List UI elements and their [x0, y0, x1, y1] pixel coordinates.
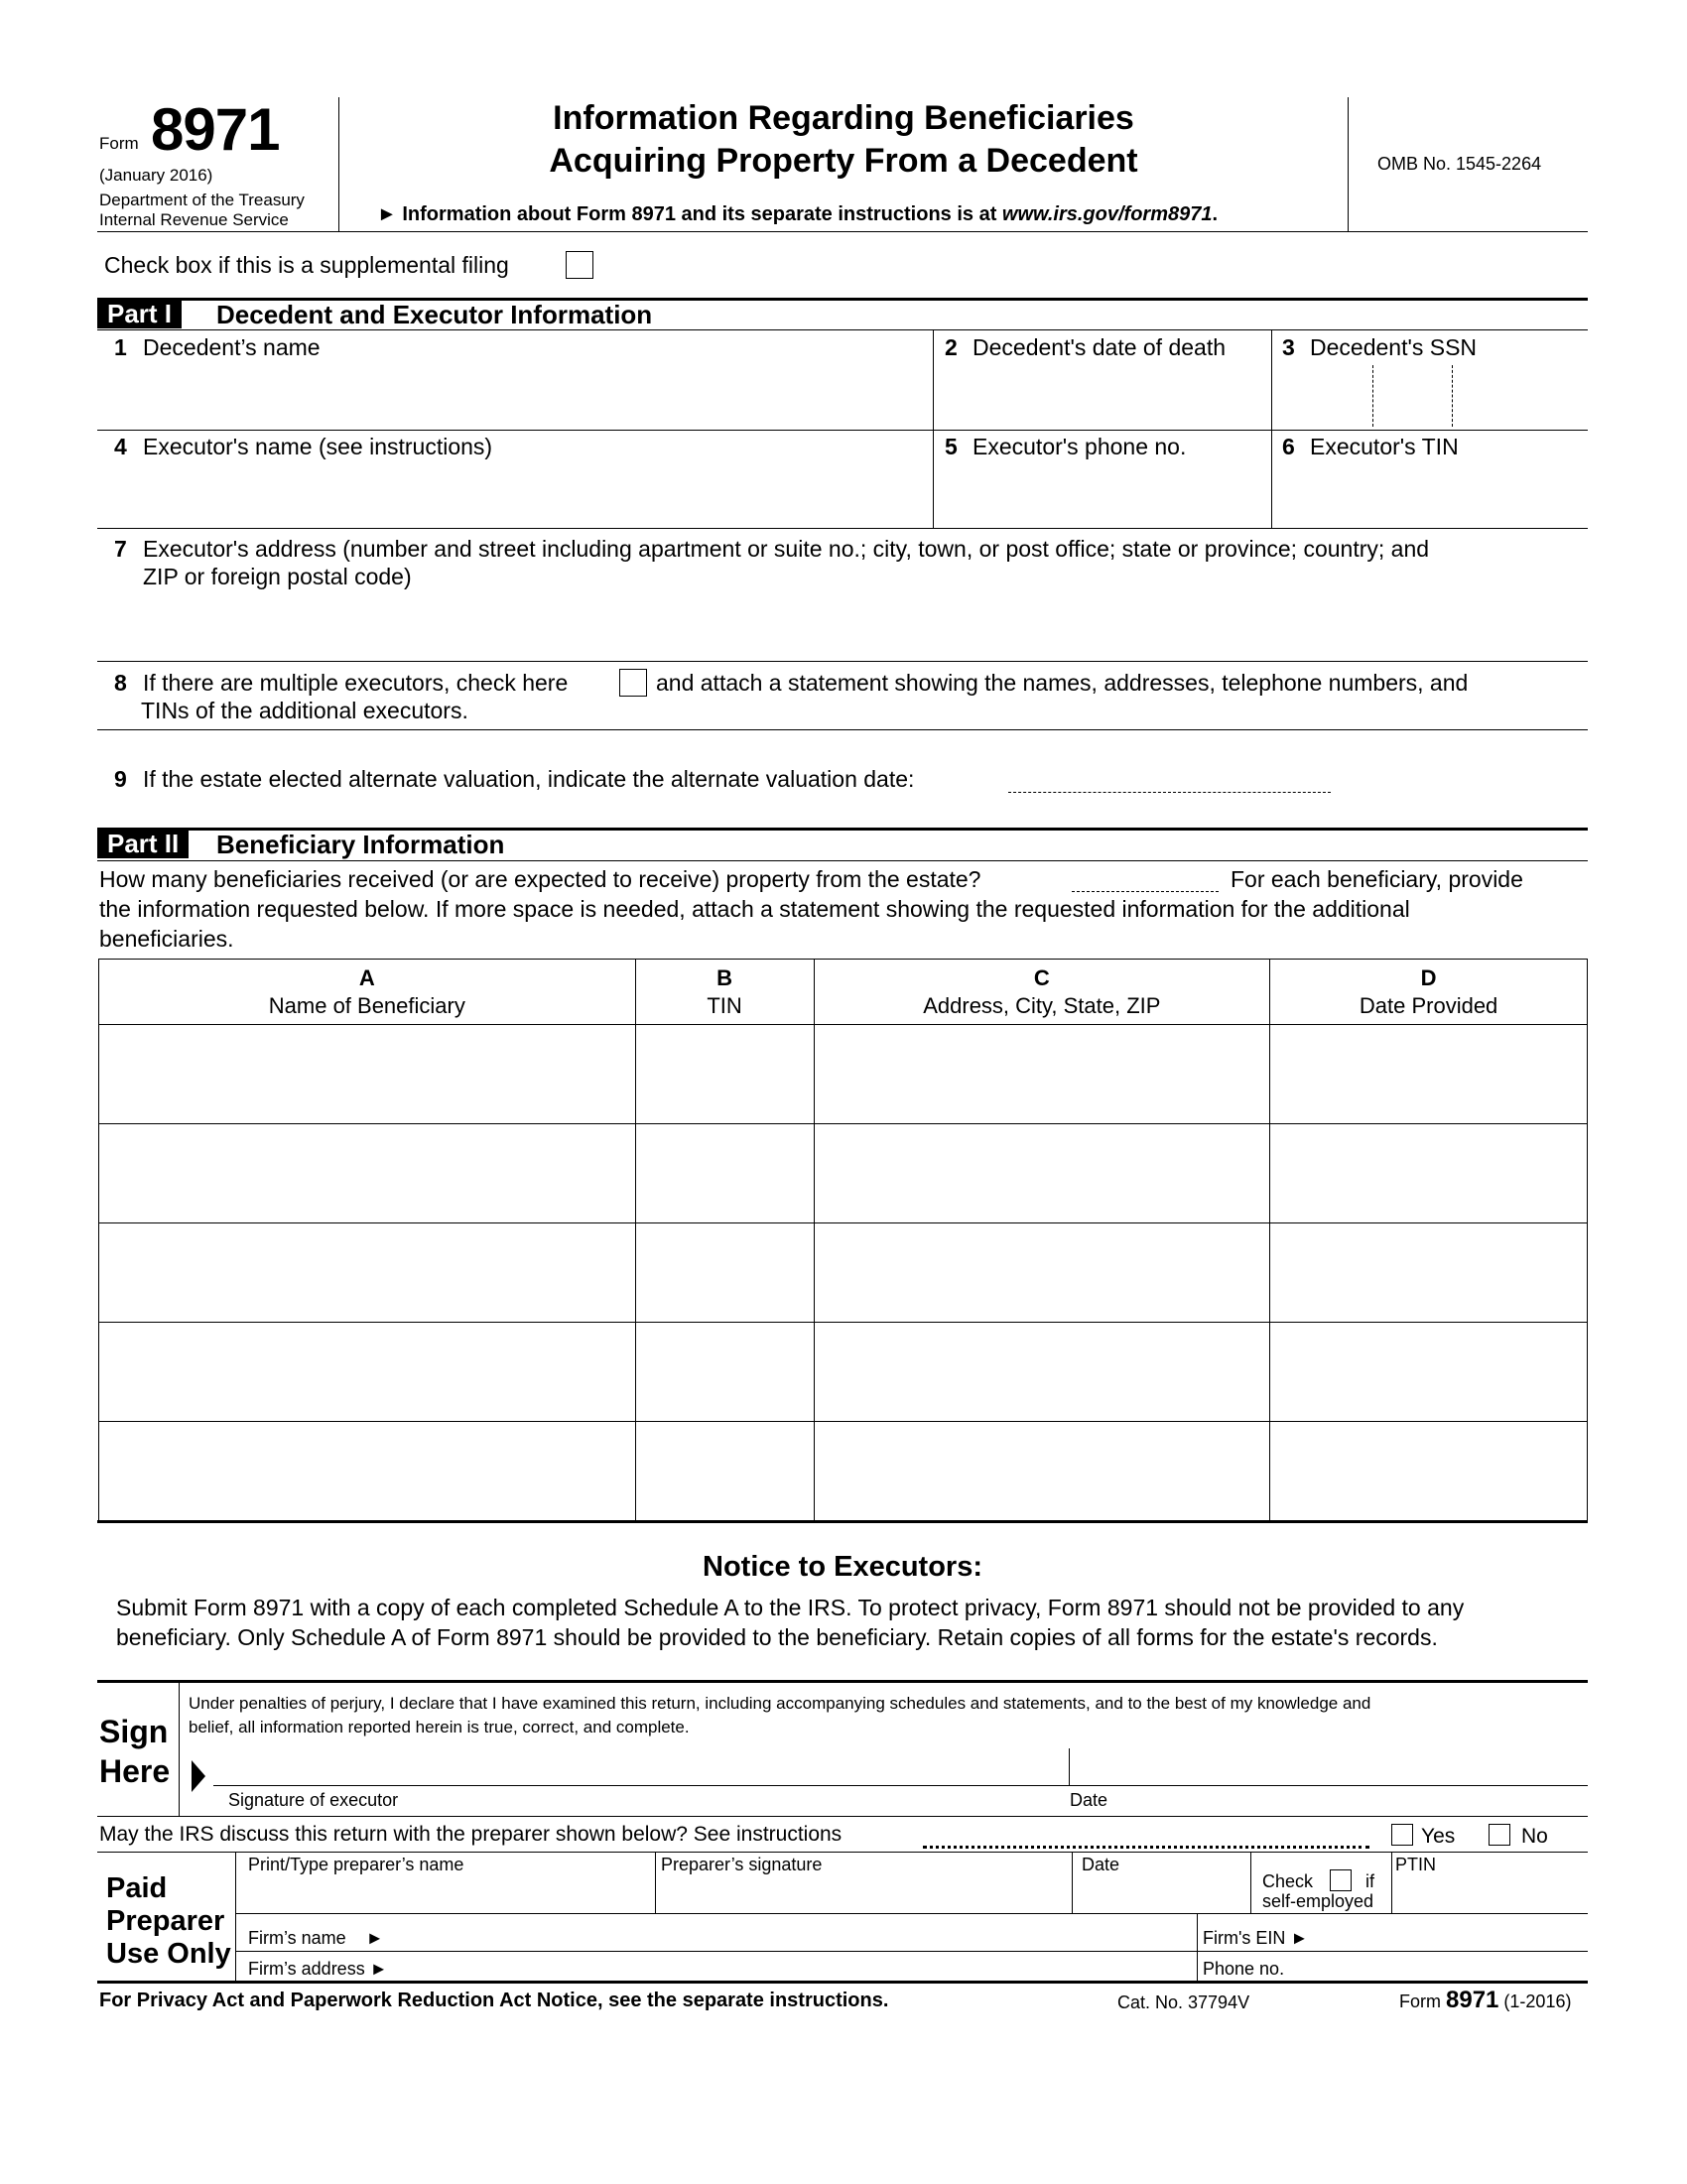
firm-ein-text: Firm's EIN	[1203, 1928, 1286, 1948]
line8-bottom-rule	[97, 729, 1588, 730]
line8-num: 8	[114, 670, 127, 696]
line6-num: 6	[1282, 434, 1295, 459]
catalog-number: Cat. No. 37794V	[1117, 1992, 1250, 2012]
line1-label: Decedent’s name	[143, 334, 321, 360]
line7-label2: ZIP or foreign postal code)	[143, 564, 412, 589]
line7-num: 7	[114, 536, 127, 562]
firm-ein-label	[1203, 1928, 1308, 1949]
executor-signature-field[interactable]	[213, 1748, 1067, 1784]
firm-name-text: Firm’s name	[248, 1928, 346, 1948]
firm-name-label	[248, 1928, 384, 1949]
multiple-executors-checkbox[interactable]	[619, 669, 647, 697]
ssn-separator-1	[1372, 365, 1373, 427]
line2-num: 2	[945, 334, 958, 360]
part2-intro1a: How many beneficiaries received (or are expected to receive) property from the estate?	[99, 866, 981, 892]
firm-name-arrow-icon: ►	[365, 1928, 384, 1948]
beneficiary-name-cell[interactable]	[99, 1124, 636, 1223]
beneficiary-date-cell[interactable]	[1270, 1025, 1588, 1124]
info-suffix: .	[1212, 203, 1219, 225]
part2-tag: Part II	[97, 829, 189, 858]
table-row	[99, 1223, 1588, 1323]
header-bottom-rule	[97, 231, 1588, 232]
preparer-section-divider	[235, 1852, 236, 1981]
line2-divider	[1271, 329, 1272, 528]
firm-address-arrow-icon: ►	[369, 1959, 388, 1979]
footer-form-number: 8971	[1446, 1987, 1499, 2013]
column-d-label: Date Provided	[1359, 992, 1498, 1018]
line3-num: 3	[1282, 334, 1295, 360]
line7-bottom-rule	[97, 661, 1588, 662]
self-employed-label: self-employed	[1262, 1891, 1374, 1911]
beneficiary-tin-cell[interactable]	[635, 1025, 814, 1124]
beneficiary-address-cell[interactable]	[814, 1124, 1270, 1223]
line7-label1: Executor's address (number and street including apartment or suite no.; city, town, or post office; state or province; country; and	[143, 536, 1430, 562]
firm-ein-arrow-icon: ►	[1290, 1928, 1309, 1948]
part1-title-rule	[97, 329, 1588, 330]
beneficiary-name-cell[interactable]	[99, 1223, 636, 1323]
footer-form-id	[1399, 1987, 1571, 2014]
line1-num: 1	[114, 334, 127, 360]
column-b-label: TIN	[707, 992, 742, 1018]
form-date: (January 2016)	[99, 166, 213, 185]
table-bottom-rule	[97, 1520, 1588, 1523]
form-title-line1: Information Regarding Beneficiaries	[553, 99, 1134, 137]
preparer-col-divider-3	[1250, 1852, 1251, 1913]
sign-bottom-rule	[97, 1816, 1588, 1817]
beneficiary-address-cell[interactable]	[814, 1323, 1270, 1422]
ssn-separator-2	[1452, 365, 1453, 427]
preparer-title-3: Use Only	[106, 1938, 231, 1970]
line5-num: 5	[945, 434, 958, 459]
line8-label2: TINs of the additional executors.	[141, 698, 468, 723]
part1-title: Decedent and Executor Information	[216, 300, 653, 329]
self-employed-if-label: if	[1365, 1871, 1374, 1891]
footer-top-rule	[97, 1981, 1588, 1984]
sign-date-label: Date	[1070, 1790, 1108, 1810]
row1-bottom-rule	[97, 430, 1588, 431]
notice-line2: beneficiary. Only Schedule A of Form 8971 should be provided to the beneficiary. Retain copies of all forms for the estate's records.	[116, 1624, 1438, 1650]
firm-address-label	[248, 1959, 388, 1980]
column-a-header	[99, 960, 636, 1025]
beneficiary-date-cell[interactable]	[1270, 1124, 1588, 1223]
discuss-question: May the IRS discuss this return with the preparer shown below? See instructions	[99, 1823, 843, 1846]
self-employed-checkbox[interactable]	[1330, 1869, 1352, 1891]
preparer-date-label: Date	[1082, 1855, 1120, 1874]
line1-divider	[933, 329, 934, 528]
part2-title: Beneficiary Information	[216, 830, 505, 859]
dept-line1: Department of the Treasury	[99, 191, 305, 209]
table-row	[99, 1323, 1588, 1422]
part2-title-rule	[97, 860, 1588, 861]
beneficiary-date-cell[interactable]	[1270, 1223, 1588, 1323]
beneficiary-tin-cell[interactable]	[635, 1124, 814, 1223]
beneficiary-tin-cell[interactable]	[635, 1223, 814, 1323]
preparer-name-label: Print/Type preparer’s name	[248, 1855, 464, 1874]
preparer-top-rule	[97, 1852, 1588, 1853]
line9-label: If the estate elected alternate valuation, indicate the alternate valuation date:	[143, 766, 915, 792]
firm-col-divider	[1197, 1913, 1198, 1981]
signature-label: Signature of executor	[228, 1790, 399, 1810]
line4-num: 4	[114, 434, 127, 459]
line4-label: Executor's name (see instructions)	[143, 434, 493, 459]
info-prefix: ► Information about Form 8971 and its separate instructions is at	[377, 203, 1002, 225]
irs-url-link[interactable]: www.irs.gov/form8971	[1001, 203, 1213, 225]
perjury-line1: Under penalties of perjury, I declare that I have examined this return, including accompanying schedules and statements, and to the best of my knowledge and	[189, 1694, 1371, 1713]
column-c-letter: C	[1033, 964, 1050, 990]
beneficiary-name-cell[interactable]	[99, 1323, 636, 1422]
beneficiary-tin-cell[interactable]	[635, 1323, 814, 1422]
form-word: Form	[99, 134, 139, 153]
sign-top-rule	[97, 1680, 1588, 1683]
header-divider-left	[338, 97, 339, 231]
discuss-yes-label: Yes	[1421, 1825, 1456, 1848]
sign-section-divider	[179, 1680, 180, 1816]
part2-intro1b: For each beneficiary, provide	[1231, 866, 1523, 892]
beneficiary-date-cell[interactable]	[1270, 1422, 1588, 1521]
preparer-title-1: Paid	[106, 1872, 168, 1904]
form-number: 8971	[151, 96, 280, 163]
discuss-no-label: No	[1521, 1825, 1548, 1848]
line2-label: Decedent's date of death	[973, 334, 1227, 360]
preparer-row2-rule	[235, 1951, 1588, 1952]
discuss-no-checkbox[interactable]	[1489, 1824, 1510, 1846]
column-a-letter: A	[358, 964, 375, 990]
sign-date-divider	[1069, 1748, 1070, 1785]
sign-arrow-icon	[190, 1758, 209, 1794]
omb-number: OMB No. 1545-2264	[1377, 154, 1542, 174]
beneficiary-address-cell[interactable]	[814, 1223, 1270, 1323]
sign-title-1: Sign	[99, 1714, 169, 1749]
signature-line	[213, 1785, 1588, 1786]
self-employed-check-label: Check	[1262, 1871, 1314, 1891]
discuss-leader-dots	[923, 1846, 1369, 1849]
beneficiary-table-header	[99, 960, 1588, 1025]
line8-label-b: and attach a statement showing the names, addresses, telephone numbers, and	[656, 670, 1469, 696]
table-row	[99, 1025, 1588, 1124]
preparer-signature-label: Preparer’s signature	[661, 1855, 823, 1874]
beneficiary-tin-cell[interactable]	[635, 1422, 814, 1521]
privacy-notice: For Privacy Act and Paperwork Reduction Act Notice, see the separate instructions.	[99, 1990, 889, 2011]
preparer-col-divider-4	[1391, 1852, 1392, 1913]
beneficiary-table	[98, 959, 1588, 1521]
discuss-yes-checkbox[interactable]	[1391, 1824, 1413, 1846]
header-divider-right	[1348, 97, 1349, 231]
preparer-col-divider-2	[1072, 1852, 1073, 1913]
line3-label: Decedent's SSN	[1310, 334, 1478, 360]
beneficiary-address-cell[interactable]	[814, 1422, 1270, 1521]
line6-label: Executor's TIN	[1310, 434, 1459, 459]
column-c-header	[814, 960, 1270, 1025]
table-row	[99, 1422, 1588, 1521]
part2-intro3: beneficiaries.	[99, 926, 234, 952]
beneficiary-name-cell[interactable]	[99, 1422, 636, 1521]
preparer-row1-rule	[235, 1913, 1588, 1914]
phone-label: Phone no.	[1203, 1959, 1285, 1979]
dept-line2: Internal Revenue Service	[99, 210, 289, 229]
column-d-letter: D	[1420, 964, 1437, 990]
column-c-label: Address, City, State, ZIP	[923, 992, 1161, 1018]
row2-bottom-rule	[97, 528, 1588, 529]
notice-line1: Submit Form 8971 with a copy of each completed Schedule A to the IRS. To protect privacy, Form 8971 should not be provided to any	[116, 1595, 1465, 1620]
supplemental-label: Check box if this is a supplemental filing	[104, 252, 509, 278]
footer-revision: (1-2016)	[1503, 1991, 1572, 2011]
column-d-header	[1270, 960, 1588, 1025]
footer-form-word: Form	[1399, 1991, 1441, 2011]
sign-title-2: Here	[99, 1753, 171, 1789]
column-a-label: Name of Beneficiary	[268, 992, 465, 1018]
info-line	[377, 203, 1218, 226]
line8-label-a: If there are multiple executors, check here	[143, 670, 569, 696]
preparer-title-2: Preparer	[106, 1905, 225, 1937]
line9-num: 9	[114, 766, 127, 792]
beneficiary-date-cell[interactable]	[1270, 1323, 1588, 1422]
part2-intro2: the information requested below. If more space is needed, attach a statement showing the requested information for the additional	[99, 896, 1410, 922]
part1-tag: Part I	[97, 299, 182, 328]
table-row	[99, 1124, 1588, 1223]
column-b-letter: B	[716, 964, 732, 990]
executor-date-field[interactable]	[1072, 1748, 1588, 1784]
perjury-line2: belief, all information reported herein is true, correct, and complete.	[189, 1718, 690, 1736]
beneficiary-address-cell[interactable]	[814, 1025, 1270, 1124]
line5-label: Executor's phone no.	[973, 434, 1187, 459]
alternate-valuation-date-field[interactable]	[1008, 792, 1331, 793]
beneficiary-name-cell[interactable]	[99, 1025, 636, 1124]
supplemental-checkbox[interactable]	[566, 251, 593, 279]
firm-address-text: Firm’s address	[248, 1959, 365, 1979]
ptin-label: PTIN	[1395, 1855, 1437, 1874]
column-b-header	[635, 960, 814, 1025]
preparer-col-divider-1	[655, 1852, 656, 1913]
beneficiary-count-field[interactable]	[1072, 891, 1219, 892]
notice-title: Notice to Executors:	[703, 1551, 982, 1583]
form-title-line2: Acquiring Property From a Decedent	[549, 142, 1138, 180]
